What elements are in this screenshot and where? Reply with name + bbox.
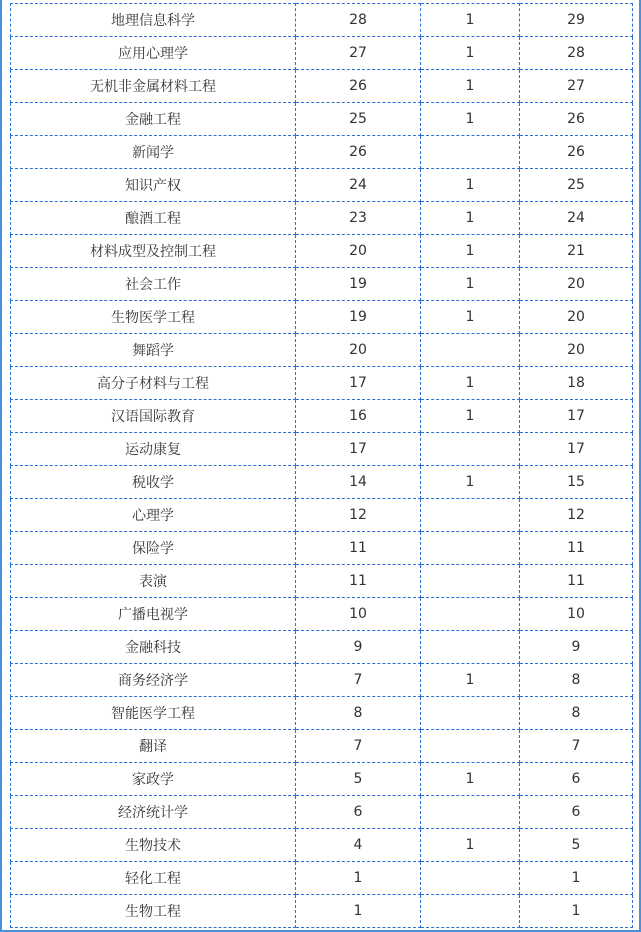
- count-b-cell: 1: [421, 400, 520, 433]
- major-name-cell: 舞蹈学: [11, 334, 296, 367]
- count-a-cell: 19: [296, 268, 421, 301]
- total-cell: 29: [520, 4, 633, 37]
- total-cell: 1: [520, 895, 633, 928]
- count-a-cell: 26: [296, 70, 421, 103]
- count-b-cell: [421, 334, 520, 367]
- count-b-cell: 1: [421, 169, 520, 202]
- total-cell: 6: [520, 763, 633, 796]
- total-cell: 25: [520, 169, 633, 202]
- table-row: [11, 796, 633, 829]
- major-name-cell: 翻译: [11, 730, 296, 763]
- count-a-cell: 14: [296, 466, 421, 499]
- count-b-cell: [421, 433, 520, 466]
- count-a-cell: 20: [296, 235, 421, 268]
- total-cell: 11: [520, 532, 633, 565]
- count-a-cell: 9: [296, 631, 421, 664]
- total-cell: 1: [520, 862, 633, 895]
- major-name-cell: 轻化工程: [11, 862, 296, 895]
- majors-table: [10, 3, 633, 928]
- major-name-cell: 金融科技: [11, 631, 296, 664]
- count-b-cell: [421, 862, 520, 895]
- count-a-cell: 20: [296, 334, 421, 367]
- major-name-cell: 税收学: [11, 466, 296, 499]
- total-cell: 15: [520, 466, 633, 499]
- major-name-cell: 汉语国际教育: [11, 400, 296, 433]
- major-name-cell: 无机非金属材料工程: [11, 70, 296, 103]
- count-b-cell: [421, 499, 520, 532]
- major-name-cell: 心理学: [11, 499, 296, 532]
- count-a-cell: 8: [296, 697, 421, 730]
- table-row: [11, 895, 633, 928]
- count-b-cell: 1: [421, 37, 520, 70]
- total-cell: 17: [520, 400, 633, 433]
- major-name-cell: 材料成型及控制工程: [11, 235, 296, 268]
- major-name-cell: 金融工程: [11, 103, 296, 136]
- table-row: [11, 598, 633, 631]
- table-row: [11, 235, 633, 268]
- count-b-cell: [421, 895, 520, 928]
- count-b-cell: 1: [421, 268, 520, 301]
- major-name-cell: 运动康复: [11, 433, 296, 466]
- major-name-cell: 经济统计学: [11, 796, 296, 829]
- major-name-cell: 生物医学工程: [11, 301, 296, 334]
- count-b-cell: 1: [421, 202, 520, 235]
- table-row: [11, 400, 633, 433]
- count-b-cell: 1: [421, 4, 520, 37]
- total-cell: 7: [520, 730, 633, 763]
- count-a-cell: 27: [296, 37, 421, 70]
- table-row: [11, 268, 633, 301]
- table-row: [11, 367, 633, 400]
- major-name-cell: 应用心理学: [11, 37, 296, 70]
- table-row: [11, 664, 633, 697]
- count-b-cell: [421, 598, 520, 631]
- total-cell: 6: [520, 796, 633, 829]
- major-name-cell: 表演: [11, 565, 296, 598]
- count-b-cell: 1: [421, 829, 520, 862]
- table-body: [11, 4, 633, 928]
- count-b-cell: [421, 532, 520, 565]
- count-b-cell: [421, 565, 520, 598]
- total-cell: 17: [520, 433, 633, 466]
- count-b-cell: 1: [421, 466, 520, 499]
- table-row: [11, 565, 633, 598]
- major-name-cell: 生物工程: [11, 895, 296, 928]
- major-name-cell: 知识产权: [11, 169, 296, 202]
- count-a-cell: 24: [296, 169, 421, 202]
- count-b-cell: [421, 136, 520, 169]
- total-cell: 20: [520, 334, 633, 367]
- table-row: [11, 532, 633, 565]
- table-row: [11, 697, 633, 730]
- count-a-cell: 5: [296, 763, 421, 796]
- count-b-cell: 1: [421, 763, 520, 796]
- count-a-cell: 11: [296, 532, 421, 565]
- count-a-cell: 7: [296, 730, 421, 763]
- total-cell: 12: [520, 499, 633, 532]
- count-a-cell: 1: [296, 862, 421, 895]
- count-b-cell: 1: [421, 664, 520, 697]
- table-row: [11, 169, 633, 202]
- table-row: [11, 433, 633, 466]
- table-row: [11, 730, 633, 763]
- total-cell: 24: [520, 202, 633, 235]
- total-cell: 10: [520, 598, 633, 631]
- count-a-cell: 17: [296, 367, 421, 400]
- table-row: [11, 499, 633, 532]
- count-a-cell: 7: [296, 664, 421, 697]
- table-row: [11, 37, 633, 70]
- table-row: [11, 4, 633, 37]
- major-name-cell: 高分子材料与工程: [11, 367, 296, 400]
- count-a-cell: 16: [296, 400, 421, 433]
- count-a-cell: 19: [296, 301, 421, 334]
- table-row: [11, 301, 633, 334]
- major-name-cell: 新闻学: [11, 136, 296, 169]
- table-row: [11, 202, 633, 235]
- major-name-cell: 地理信息科学: [11, 4, 296, 37]
- total-cell: 5: [520, 829, 633, 862]
- count-a-cell: 23: [296, 202, 421, 235]
- table-row: [11, 70, 633, 103]
- total-cell: 8: [520, 664, 633, 697]
- table-row: [11, 466, 633, 499]
- count-a-cell: 28: [296, 4, 421, 37]
- table-row: [11, 763, 633, 796]
- total-cell: 20: [520, 301, 633, 334]
- major-name-cell: 家政学: [11, 763, 296, 796]
- count-a-cell: 1: [296, 895, 421, 928]
- count-a-cell: 4: [296, 829, 421, 862]
- total-cell: 26: [520, 103, 633, 136]
- count-b-cell: [421, 796, 520, 829]
- table-row: [11, 103, 633, 136]
- total-cell: 26: [520, 136, 633, 169]
- table-row: [11, 862, 633, 895]
- count-a-cell: 26: [296, 136, 421, 169]
- count-b-cell: 1: [421, 70, 520, 103]
- total-cell: 28: [520, 37, 633, 70]
- table-row: [11, 334, 633, 367]
- count-b-cell: 1: [421, 235, 520, 268]
- total-cell: 20: [520, 268, 633, 301]
- major-name-cell: 保险学: [11, 532, 296, 565]
- count-b-cell: 1: [421, 103, 520, 136]
- table-row: [11, 136, 633, 169]
- total-cell: 11: [520, 565, 633, 598]
- major-name-cell: 商务经济学: [11, 664, 296, 697]
- major-name-cell: 社会工作: [11, 268, 296, 301]
- total-cell: 18: [520, 367, 633, 400]
- count-b-cell: [421, 730, 520, 763]
- count-a-cell: 25: [296, 103, 421, 136]
- count-a-cell: 10: [296, 598, 421, 631]
- count-b-cell: [421, 697, 520, 730]
- total-cell: 9: [520, 631, 633, 664]
- count-a-cell: 17: [296, 433, 421, 466]
- total-cell: 27: [520, 70, 633, 103]
- table-row: [11, 829, 633, 862]
- major-name-cell: 广播电视学: [11, 598, 296, 631]
- count-a-cell: 11: [296, 565, 421, 598]
- count-a-cell: 12: [296, 499, 421, 532]
- count-b-cell: 1: [421, 367, 520, 400]
- count-a-cell: 6: [296, 796, 421, 829]
- total-cell: 21: [520, 235, 633, 268]
- count-b-cell: [421, 631, 520, 664]
- major-name-cell: 酿酒工程: [11, 202, 296, 235]
- total-cell: 8: [520, 697, 633, 730]
- major-name-cell: 生物技术: [11, 829, 296, 862]
- table-row: [11, 631, 633, 664]
- count-b-cell: 1: [421, 301, 520, 334]
- major-name-cell: 智能医学工程: [11, 697, 296, 730]
